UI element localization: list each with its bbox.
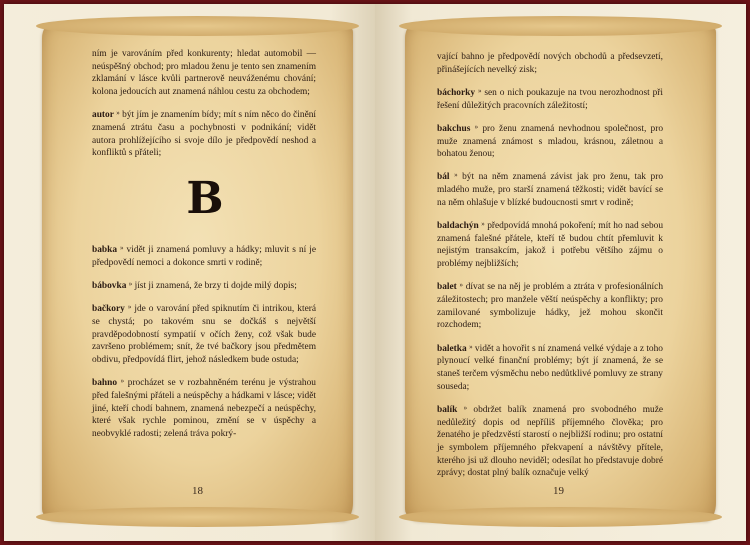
page-number: 19 — [553, 485, 564, 497]
entry-mark: » — [454, 171, 458, 180]
entry-text: být jím je znamením bídy; mít s ním něco do činění znamená ztrátu času a pochybnosti v podnikání; vidět autora prohlížejícího si svoje dílo je předpovědí neshod a konfliktů s přáteli; — [92, 110, 317, 159]
dictionary-entry — [437, 51, 663, 76]
entry-term: baletka — [437, 343, 467, 354]
dictionary-entry — [437, 402, 663, 480]
left-page-text — [92, 48, 316, 449]
right-page — [375, 4, 746, 541]
dictionary-entry — [437, 85, 663, 112]
entry-mark: » — [477, 86, 482, 95]
entry-text: vidět a hovořit s ní znamená velké výdaje a z toho plynoucí velké finanční problémy; být jí znamená, že se staneš terčem výsměchu nebo nedůtklivé pomluvy ze strany souseda; — [437, 343, 663, 392]
entry-mark: » — [474, 122, 479, 131]
entry-text: sen o nich poukazuje na tvou nerozhodnost při řešení důležitých pracovních záležitostí; — [437, 87, 664, 111]
entry-mark: » — [120, 244, 124, 253]
entry-term: baldachýn — [437, 221, 479, 232]
dictionary-entry — [437, 169, 663, 209]
dictionary-entry — [92, 375, 316, 441]
entry-term: babka — [92, 245, 118, 256]
entry-text: vající bahno je předpovědí nových obchodů a předsevzetí, přinášejících nevelký zisk; — [437, 52, 663, 75]
entry-text: pro ženu znamená nevhodnou společnost, pro muže znamená známost s mladou, krásnou, záletnou a bohatou ženou; — [437, 123, 664, 160]
entry-text: procházet se v rozbahněném terénu je výstrahou před falešnými přáteli a neúspěchy a hádkami v lásce; vidět jiné, kteří chodí bahnem, znamená nebezpečí a neúspěchy, které však rychle pominou, změní se v úspěchy a neobvyklé radosti; zelená tráva pokrý- — [92, 378, 316, 440]
entry-term: balík — [437, 404, 458, 415]
dictionary-entry — [92, 48, 316, 99]
entry-text: jíst ji znamená, že brzy ti dojde milý dopis; — [134, 281, 297, 292]
entry-mark: » — [459, 281, 464, 290]
entry-term: balet — [437, 282, 457, 293]
entry-text: ním je varováním před konkurenty; hledat automobil — neúspěšný obchod; pro mladou ženu je tento sen znamením zklamání v lásce kvůli partnerově neuváženému chování; kolona jedoucích aut znamená náhlou cestu za obchodem; — [92, 49, 316, 98]
entry-term: báchorky — [437, 87, 476, 98]
entry-mark: » — [127, 303, 132, 312]
dictionary-entry — [92, 278, 316, 293]
dictionary-entry — [92, 242, 316, 269]
entry-text: být na něm znamená závist jak pro ženu, tak pro mladého muže, pro starší znamená těžkosti; vidět bavící se na něm ohlašuje v blízké budoucnosti smrt v rodině; — [437, 172, 664, 208]
entry-mark: » — [463, 403, 468, 412]
entry-mark: » — [481, 220, 485, 229]
entry-term: bál — [437, 172, 450, 183]
right-page-text — [437, 51, 663, 489]
left-page — [4, 4, 375, 541]
dictionary-entry — [92, 301, 316, 367]
entry-term: bakchus — [437, 123, 471, 134]
entry-text: obdržet balík znamená pro svobodného muže nedůležitý dopis od nepříliš příjemného člověka; pro ženatého je předzvěstí starostí o nejbližší rodinu; pro ostatní je symbolem příjemného překvapení a návštěvy přítele, kterého jsi už dlouho neviděl; odesílat ho představuje dobré zprávy; dostat plný balík označuje velký — [437, 404, 664, 479]
page-number: 18 — [192, 485, 203, 497]
dictionary-entry — [437, 279, 663, 332]
entry-mark: » — [120, 377, 125, 386]
entry-text: dívat se na něj je problém a ztráta v profesionálních záležitostech; pro manžele věští neúspěchy a konflikty; pro zamilované symbolizuje hádky, jež mohou skončit rozchodem; — [437, 282, 664, 331]
book-spread — [4, 4, 746, 541]
entry-term: bábovka — [92, 281, 127, 292]
entry-text: jde o varování před spiknutím či intrikou, která se chystá; po takovém snu se dočkáš s největší pravděpodobností sympatií v očích ženy, což však bude završeno problémem; snít, že tvé bačkory jsou předmětem obdivu, předpovídá flirt, jehož následkem bude ostuda; — [92, 304, 317, 366]
dictionary-entry — [437, 121, 663, 161]
dictionary-entry — [437, 218, 663, 271]
entry-mark: » — [469, 342, 473, 351]
entry-term: autor — [92, 110, 114, 121]
entry-text: předpovídá mnohá pokoření; mít ho nad sebou znamená falešné přátele, kteří tě budou chtít přemluvit k nejistým transakcím, jakož i potřebu většího zájmu o problémy nejbližších; — [437, 221, 664, 270]
entry-term: bahno — [92, 378, 118, 389]
entry-mark: » — [116, 109, 120, 118]
entry-mark: » — [128, 280, 133, 289]
entry-term: bačkory — [92, 304, 125, 315]
dictionary-entry — [92, 107, 316, 160]
entry-text: vidět ji znamená pomluvy a hádky; mluvit s ní je předpovědí nemoci a dokonce smrti v rodině; — [92, 245, 316, 268]
section-letter: B — [186, 173, 222, 225]
dictionary-entry — [437, 341, 663, 394]
